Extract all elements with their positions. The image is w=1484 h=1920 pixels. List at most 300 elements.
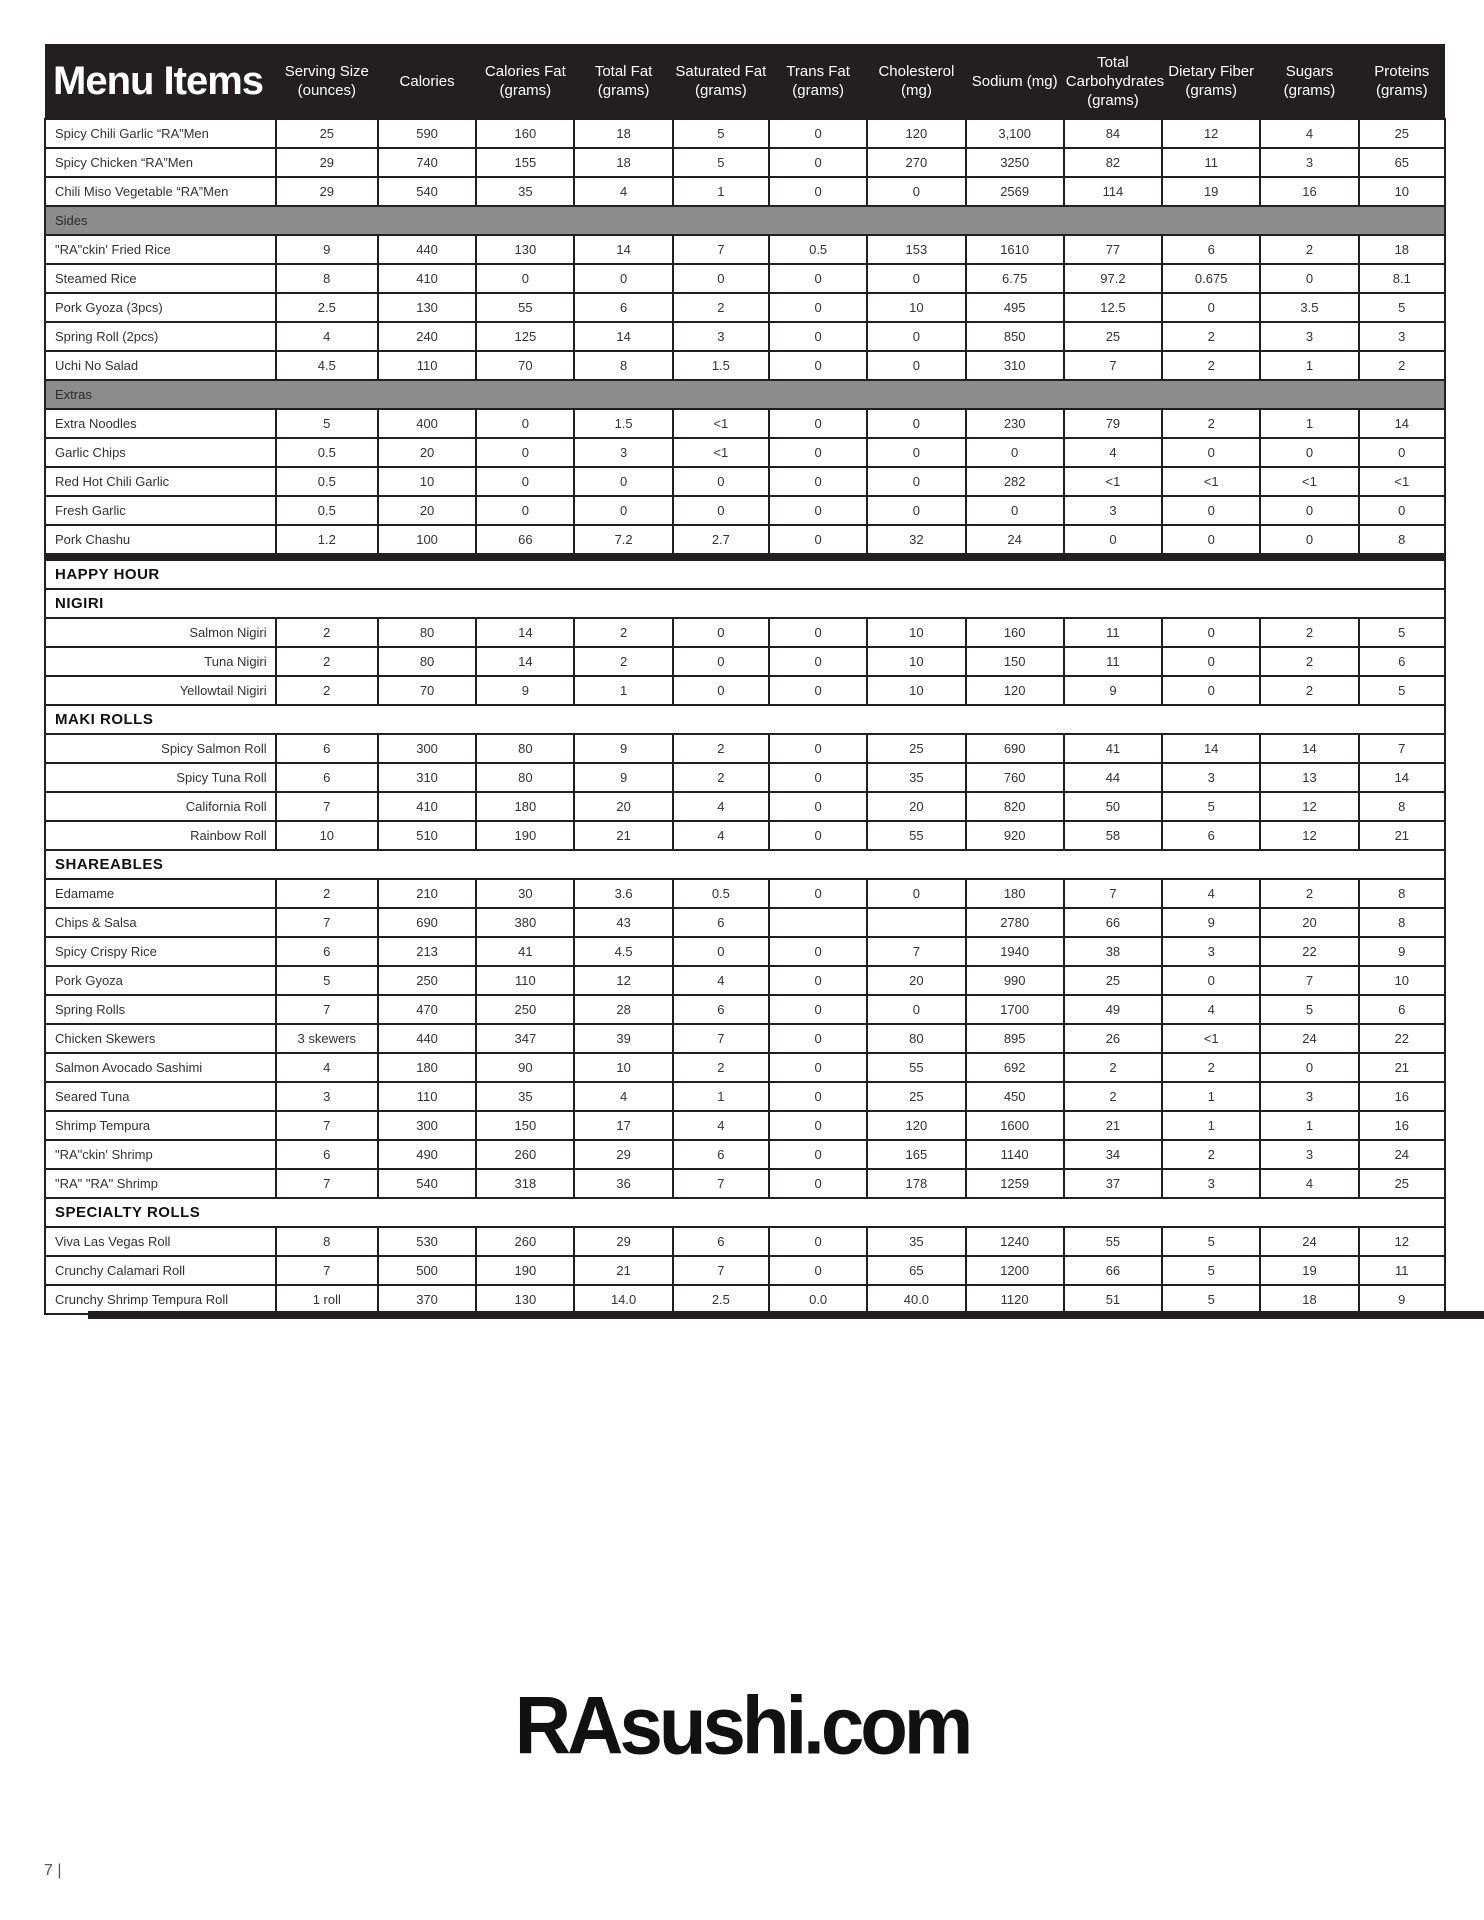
menu-item-name: Salmon Avocado Sashimi	[45, 1053, 276, 1082]
menu-item-name: Chips & Salsa	[45, 908, 276, 937]
nutrition-value: 114	[1064, 177, 1162, 206]
nutrition-value: 2	[1359, 351, 1445, 380]
column-header	[1162, 44, 1260, 119]
nutrition-value: 0	[867, 351, 965, 380]
nutrition-value: 18	[574, 148, 672, 177]
column-header-line: Sugars	[1285, 63, 1334, 80]
page-number: 7 |	[44, 1862, 62, 1879]
table-row	[45, 1024, 1445, 1053]
nutrition-value: 0	[1260, 525, 1358, 557]
nutrition-value: 120	[867, 1111, 965, 1140]
nutrition-value: <1	[673, 409, 769, 438]
nutrition-value: 0	[769, 879, 867, 908]
nutrition-value: 5	[673, 148, 769, 177]
table-bottom-border	[88, 1311, 1484, 1319]
nutrition-value: 7.2	[574, 525, 672, 557]
column-header	[276, 44, 378, 119]
nutrition-value: 0	[1064, 525, 1162, 557]
nutrition-value: 29	[574, 1140, 672, 1169]
table-row	[45, 1082, 1445, 1111]
nutrition-value: 5	[673, 119, 769, 148]
table-row	[45, 792, 1445, 821]
nutrition-value: 11	[1064, 618, 1162, 647]
nutrition-value: 55	[476, 293, 574, 322]
nutrition-value: 1 roll	[276, 1285, 378, 1314]
nutrition-value: 18	[1260, 1285, 1358, 1314]
nutrition-value: 1	[1260, 1111, 1358, 1140]
nutrition-value: 7	[673, 1169, 769, 1198]
nutrition-value: 55	[867, 821, 965, 850]
nutrition-value: 2	[1260, 647, 1358, 676]
nutrition-value: 160	[966, 618, 1064, 647]
nutrition-value: 0.5	[276, 496, 378, 525]
nutrition-value: 1	[673, 1082, 769, 1111]
menu-item-name: Steamed Rice	[45, 264, 276, 293]
nutrition-value: 66	[476, 525, 574, 557]
nutrition-value: 8	[276, 264, 378, 293]
nutrition-value: 36	[574, 1169, 672, 1198]
nutrition-value: 2	[1260, 235, 1358, 264]
nutrition-value: 10	[1359, 966, 1445, 995]
nutrition-value: 4	[1162, 995, 1260, 1024]
menu-item-name: Crunchy Shrimp Tempura Roll	[45, 1285, 276, 1314]
nutrition-value: 44	[1064, 763, 1162, 792]
nutrition-value: 2	[673, 763, 769, 792]
nutrition-value: 0	[867, 496, 965, 525]
nutrition-table	[44, 44, 1446, 1315]
nutrition-value: 1700	[966, 995, 1064, 1024]
nutrition-value: 29	[574, 1227, 672, 1256]
section-heading-row	[45, 557, 1445, 589]
table-header-row	[45, 44, 1445, 119]
nutrition-value: 79	[1064, 409, 1162, 438]
nutrition-value: 300	[378, 734, 476, 763]
column-header-line: (grams)	[597, 82, 650, 99]
column-header-line: (grams)	[1283, 82, 1336, 99]
nutrition-value: 14	[1359, 409, 1445, 438]
nutrition-value: 0.5	[673, 879, 769, 908]
nutrition-value: 310	[966, 351, 1064, 380]
menu-item-name: Spring Roll (2pcs)	[45, 322, 276, 351]
nutrition-value: 0	[769, 1140, 867, 1169]
nutrition-value: 230	[966, 409, 1064, 438]
nutrition-value: 1200	[966, 1256, 1064, 1285]
nutrition-value: 20	[1260, 908, 1358, 937]
nutrition-value: 0	[1162, 525, 1260, 557]
table-row	[45, 1053, 1445, 1082]
column-header	[867, 44, 965, 119]
nutrition-value: 0	[1162, 438, 1260, 467]
nutrition-value: 0	[867, 264, 965, 293]
nutrition-value: 14	[574, 322, 672, 351]
nutrition-value: 80	[867, 1024, 965, 1053]
nutrition-value: 25	[1064, 322, 1162, 351]
nutrition-value: 110	[378, 351, 476, 380]
nutrition-value: 0	[1162, 618, 1260, 647]
nutrition-value: 10	[867, 676, 965, 705]
nutrition-value: 1	[1260, 351, 1358, 380]
nutrition-value: 4	[276, 322, 378, 351]
nutrition-table-container	[44, 44, 1446, 1315]
table-row	[45, 966, 1445, 995]
nutrition-value: 3	[1162, 1169, 1260, 1198]
nutrition-value: 22	[1260, 937, 1358, 966]
section-heading: SHAREABLES	[45, 850, 1445, 879]
nutrition-value: 19	[1162, 177, 1260, 206]
column-header	[574, 44, 672, 119]
nutrition-value: 0	[867, 177, 965, 206]
menu-item-name: Red Hot Chili Garlic	[45, 467, 276, 496]
nutrition-value: 0	[769, 676, 867, 705]
nutrition-value: 0	[769, 322, 867, 351]
nutrition-value: <1	[1260, 467, 1358, 496]
nutrition-value: 14	[476, 618, 574, 647]
column-header	[769, 44, 867, 119]
column-header-line: Trans Fat	[786, 63, 850, 80]
table-row	[45, 1227, 1445, 1256]
nutrition-value: 380	[476, 908, 574, 937]
nutrition-value: 25	[276, 119, 378, 148]
nutrition-value: 1	[673, 177, 769, 206]
table-row	[45, 438, 1445, 467]
nutrition-value: 0	[769, 618, 867, 647]
nutrition-value: 5	[1260, 995, 1358, 1024]
nutrition-value: 2	[276, 879, 378, 908]
nutrition-value: 80	[476, 763, 574, 792]
nutrition-value: 9	[1064, 676, 1162, 705]
nutrition-value: 1	[574, 676, 672, 705]
nutrition-value: 14	[1359, 763, 1445, 792]
nutrition-value: 4	[673, 1111, 769, 1140]
menu-item-name: Viva Las Vegas Roll	[45, 1227, 276, 1256]
nutrition-value: 3.6	[574, 879, 672, 908]
section-heading-row	[45, 1198, 1445, 1227]
nutrition-value: <1	[673, 438, 769, 467]
column-header-line: (grams)	[1375, 82, 1428, 99]
nutrition-value: 90	[476, 1053, 574, 1082]
nutrition-value: 1259	[966, 1169, 1064, 1198]
nutrition-value: 690	[966, 734, 1064, 763]
menu-item-name: Chicken Skewers	[45, 1024, 276, 1053]
nutrition-value: 21	[574, 821, 672, 850]
nutrition-value: 1	[1162, 1082, 1260, 1111]
nutrition-value: 6	[574, 293, 672, 322]
nutrition-value: 12	[1359, 1227, 1445, 1256]
nutrition-value: 0	[673, 647, 769, 676]
nutrition-value: 540	[378, 177, 476, 206]
nutrition-value: 0	[769, 995, 867, 1024]
column-header-line: Sodium (mg)	[971, 72, 1058, 90]
nutrition-value: 470	[378, 995, 476, 1024]
nutrition-value: 510	[378, 821, 476, 850]
nutrition-value: 0	[867, 467, 965, 496]
nutrition-value: 2	[1162, 1053, 1260, 1082]
nutrition-value: 5	[1359, 618, 1445, 647]
nutrition-value: 4	[574, 177, 672, 206]
nutrition-value: 0	[673, 937, 769, 966]
table-row	[45, 119, 1445, 148]
nutrition-value: 2	[673, 1053, 769, 1082]
nutrition-value: 0	[1162, 647, 1260, 676]
nutrition-value: 35	[476, 1082, 574, 1111]
nutrition-value: 4	[1064, 438, 1162, 467]
subcategory-row	[45, 206, 1445, 235]
nutrition-value: 6	[673, 908, 769, 937]
nutrition-value: 7	[276, 908, 378, 937]
nutrition-value: 6	[1359, 647, 1445, 676]
nutrition-value: 21	[574, 1256, 672, 1285]
section-heading: NIGIRI	[45, 589, 1445, 618]
nutrition-value: 0	[769, 966, 867, 995]
nutrition-value: 190	[476, 821, 574, 850]
nutrition-value: 24	[1359, 1140, 1445, 1169]
column-header-line: (grams)	[1087, 91, 1139, 109]
nutrition-value: 0	[673, 496, 769, 525]
nutrition-value: 318	[476, 1169, 574, 1198]
menu-item-name: Yellowtail Nigiri	[45, 676, 276, 705]
nutrition-value: 3	[574, 438, 672, 467]
table-row	[45, 618, 1445, 647]
nutrition-value: 7	[1260, 966, 1358, 995]
nutrition-value: 55	[867, 1053, 965, 1082]
nutrition-value: 14	[476, 647, 574, 676]
table-row	[45, 1111, 1445, 1140]
nutrition-value: 3250	[966, 148, 1064, 177]
nutrition-value: 41	[476, 937, 574, 966]
nutrition-value: 0	[769, 293, 867, 322]
nutrition-value: 11	[1064, 647, 1162, 676]
nutrition-value: 1	[1162, 1111, 1260, 1140]
column-header-line: Cholesterol	[878, 63, 955, 80]
nutrition-value: 6	[276, 763, 378, 792]
nutrition-value: 50	[1064, 792, 1162, 821]
nutrition-value: 2	[1162, 322, 1260, 351]
nutrition-value: 3	[1162, 763, 1260, 792]
nutrition-value: 14	[574, 235, 672, 264]
column-header-line: (grams)	[792, 82, 844, 99]
nutrition-value: 150	[966, 647, 1064, 676]
nutrition-value: 35	[867, 763, 965, 792]
nutrition-value: 0	[476, 438, 574, 467]
nutrition-value: 0	[769, 763, 867, 792]
nutrition-value: <1	[1359, 467, 1445, 496]
nutrition-value: 8	[276, 1227, 378, 1256]
column-header	[378, 44, 476, 119]
nutrition-value: 84	[1064, 119, 1162, 148]
nutrition-value: 5	[1162, 1227, 1260, 1256]
nutrition-value: 0	[673, 676, 769, 705]
nutrition-value: 3	[1260, 148, 1358, 177]
menu-item-name: Tuna Nigiri	[45, 647, 276, 676]
nutrition-value: 0	[769, 177, 867, 206]
nutrition-value: 25	[1359, 1169, 1445, 1198]
nutrition-value: 80	[378, 618, 476, 647]
nutrition-value: 0	[1359, 496, 1445, 525]
nutrition-value: 6	[1162, 821, 1260, 850]
nutrition-value: 65	[1359, 148, 1445, 177]
column-header-line: Calories Fat	[484, 63, 566, 80]
nutrition-value: 7	[673, 1024, 769, 1053]
table-row	[45, 1169, 1445, 1198]
nutrition-value: 0	[673, 467, 769, 496]
nutrition-value: 25	[1359, 119, 1445, 148]
table-row	[45, 1140, 1445, 1169]
nutrition-value: 66	[1064, 1256, 1162, 1285]
nutrition-value: 0	[966, 496, 1064, 525]
nutrition-value: 3,100	[966, 119, 1064, 148]
nutrition-value: 692	[966, 1053, 1064, 1082]
nutrition-value: 6	[276, 937, 378, 966]
nutrition-value: 3 skewers	[276, 1024, 378, 1053]
nutrition-value: 2	[1064, 1053, 1162, 1082]
nutrition-value: <1	[1162, 467, 1260, 496]
nutrition-value: 0	[867, 322, 965, 351]
nutrition-value: 850	[966, 322, 1064, 351]
nutrition-value: 7	[276, 995, 378, 1024]
nutrition-value: 0	[769, 937, 867, 966]
nutrition-value: 250	[378, 966, 476, 995]
nutrition-value: 165	[867, 1140, 965, 1169]
nutrition-value: 4	[1260, 1169, 1358, 1198]
nutrition-value: 4	[673, 792, 769, 821]
nutrition-value: 9	[1359, 937, 1445, 966]
table-row	[45, 496, 1445, 525]
column-header	[1064, 44, 1165, 119]
column-header-line: (grams)	[499, 82, 552, 99]
nutrition-value: 180	[966, 879, 1064, 908]
nutrition-value: 70	[378, 676, 476, 705]
nutrition-value: 300	[378, 1111, 476, 1140]
nutrition-value: 34	[1064, 1140, 1162, 1169]
menu-item-name: Spicy Tuna Roll	[45, 763, 276, 792]
column-header-line: (grams)	[1185, 82, 1238, 99]
menu-item-name: Spicy Chicken “RA”Men	[45, 148, 276, 177]
nutrition-value: 9	[1359, 1285, 1445, 1314]
nutrition-value: 0	[769, 647, 867, 676]
nutrition-value: 26	[1064, 1024, 1162, 1053]
nutrition-value: 10	[1359, 177, 1445, 206]
nutrition-value: 0	[769, 1227, 867, 1256]
nutrition-value: 8.1	[1359, 264, 1445, 293]
menu-item-name: Crunchy Calamari Roll	[45, 1256, 276, 1285]
nutrition-value: 0	[769, 734, 867, 763]
nutrition-value: 0	[769, 351, 867, 380]
nutrition-value: 0	[769, 119, 867, 148]
nutrition-value: 440	[378, 1024, 476, 1053]
table-row	[45, 235, 1445, 264]
nutrition-value: 125	[476, 322, 574, 351]
menu-item-name: "RA"ckin' Fried Rice	[45, 235, 276, 264]
menu-item-name: Spicy Crispy Rice	[45, 937, 276, 966]
nutrition-value: 24	[1260, 1024, 1358, 1053]
nutrition-value: 0	[476, 496, 574, 525]
nutrition-value: 3	[1260, 322, 1358, 351]
nutrition-value: 0	[1260, 496, 1358, 525]
nutrition-value: 21	[1359, 821, 1445, 850]
subcategory-label: Sides	[45, 206, 1445, 235]
table-row	[45, 293, 1445, 322]
nutrition-value: 0	[476, 467, 574, 496]
nutrition-value: 5	[1162, 1256, 1260, 1285]
nutrition-value: 4	[673, 966, 769, 995]
nutrition-value: 0	[867, 438, 965, 467]
nutrition-value: 213	[378, 937, 476, 966]
nutrition-value: 55	[1064, 1227, 1162, 1256]
nutrition-value: 0	[673, 264, 769, 293]
column-header-line: Calories	[399, 72, 455, 90]
nutrition-value: 35	[476, 177, 574, 206]
nutrition-value: 18	[574, 119, 672, 148]
nutrition-value: 10	[867, 293, 965, 322]
nutrition-value: 9	[476, 676, 574, 705]
nutrition-value: 178	[867, 1169, 965, 1198]
nutrition-value: 2	[276, 647, 378, 676]
nutrition-value: 20	[867, 792, 965, 821]
nutrition-value: 6	[276, 1140, 378, 1169]
menu-item-name: Garlic Chips	[45, 438, 276, 467]
nutrition-value: 8	[1359, 525, 1445, 557]
nutrition-value: 12.5	[1064, 293, 1162, 322]
nutrition-value: 0	[476, 264, 574, 293]
nutrition-value: 6	[1359, 995, 1445, 1024]
nutrition-value: 130	[378, 293, 476, 322]
nutrition-value: 0	[769, 148, 867, 177]
nutrition-value: 210	[378, 879, 476, 908]
nutrition-value: 12	[1162, 119, 1260, 148]
menu-item-name: Extra Noodles	[45, 409, 276, 438]
nutrition-value: 180	[378, 1053, 476, 1082]
nutrition-value: 16	[1260, 177, 1358, 206]
menu-item-name: Spicy Salmon Roll	[45, 734, 276, 763]
nutrition-value: 3	[1260, 1140, 1358, 1169]
nutrition-value: 130	[476, 235, 574, 264]
nutrition-value: 8	[1359, 908, 1445, 937]
nutrition-value: 440	[378, 235, 476, 264]
nutrition-value: 410	[378, 792, 476, 821]
nutrition-value: 120	[867, 119, 965, 148]
nutrition-value: 160	[476, 119, 574, 148]
table-row	[45, 995, 1445, 1024]
nutrition-value: 16	[1359, 1111, 1445, 1140]
nutrition-value: 130	[476, 1285, 574, 1314]
table-row	[45, 763, 1445, 792]
nutrition-value: 100	[378, 525, 476, 557]
nutrition-value: 0	[574, 264, 672, 293]
table-row	[45, 676, 1445, 705]
nutrition-value: 6.75	[966, 264, 1064, 293]
rasushi-logo[interactable]: RAsushi.com	[514, 1678, 970, 1772]
nutrition-value: 150	[476, 1111, 574, 1140]
nutrition-value: 0	[1260, 1053, 1358, 1082]
section-heading: HAPPY HOUR	[45, 557, 1445, 589]
nutrition-value: 9	[574, 763, 672, 792]
nutrition-value: 0.5	[769, 235, 867, 264]
subcategory-label: Extras	[45, 380, 1445, 409]
nutrition-value: 530	[378, 1227, 476, 1256]
nutrition-value: 370	[378, 1285, 476, 1314]
menu-item-name: Pork Gyoza (3pcs)	[45, 293, 276, 322]
nutrition-value: 2	[1260, 879, 1358, 908]
nutrition-value: 0.5	[276, 467, 378, 496]
nutrition-value: 4	[1162, 879, 1260, 908]
nutrition-value: 3.5	[1260, 293, 1358, 322]
nutrition-value: 65	[867, 1256, 965, 1285]
table-row	[45, 264, 1445, 293]
nutrition-value: 17	[574, 1111, 672, 1140]
nutrition-value: 1.2	[276, 525, 378, 557]
nutrition-value: 43	[574, 908, 672, 937]
table-row	[45, 908, 1445, 937]
